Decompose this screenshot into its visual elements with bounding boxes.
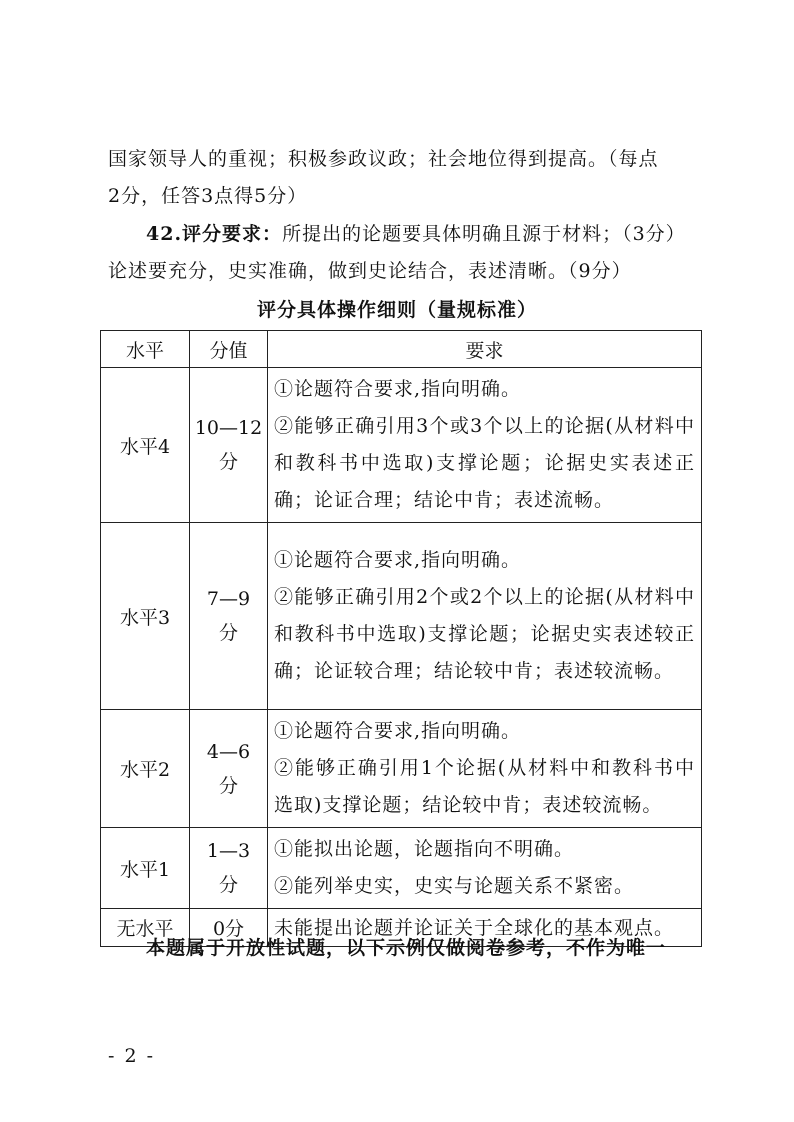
score-range: 4—6 [206, 740, 251, 763]
header-level: 水平 [101, 331, 190, 368]
table-row [101, 710, 702, 828]
requirement-item: ①论题符合要求,指向明确。 [274, 378, 522, 400]
score-unit: 分 [218, 874, 238, 896]
score-range: 1—3 [206, 840, 251, 862]
table-header-row [101, 331, 702, 368]
q42-requirement: 所提出的论题要具体明确且源于材料；（3分） [282, 223, 686, 245]
score-cell [190, 710, 268, 828]
requirement-item: ②能够正确引用2个或2个以上的论据(从材料中和教科书中选取)支撑论题；论据史实表述较正确；论证较合理；结论较中肯；表述较流畅。 [274, 586, 695, 682]
requirement-cell [268, 523, 702, 710]
score-range: 7—9 [206, 588, 251, 610]
score-range: 10—12 [194, 417, 263, 439]
header-requirement: 要求 [268, 331, 702, 368]
table-row [101, 828, 702, 909]
page-number: - 2 - [108, 1045, 156, 1067]
score-cell: 0分 [190, 909, 268, 947]
level-cell: 水平4 [101, 368, 190, 523]
table-row [101, 523, 702, 710]
requirement-item: ①论题符合要求,指向明确。 [274, 720, 522, 742]
closing-note: 本题属于开放性试题，以下示例仅做阅卷参考，不作为唯一 [146, 937, 667, 959]
scoring-table [100, 330, 702, 947]
table-title: 评分具体操作细则（量规标准） [256, 299, 537, 321]
level-cell: 水平2 [101, 710, 190, 828]
requirement-item: ②能够正确引用1个论据(从材料中和教科书中选取)支撑论题；结论较中肯；表述较流畅。 [274, 757, 695, 816]
score-cell [190, 828, 268, 909]
score-unit: 分 [218, 451, 238, 473]
requirement-item: ②能列举史实，史实与论题关系不紧密。 [274, 875, 635, 897]
q42-label: 42.评分要求： [146, 223, 283, 245]
score-cell [190, 368, 268, 523]
table-row [101, 368, 702, 523]
requirement-item: ①论题符合要求,指向明确。 [274, 549, 522, 571]
intro-line-2: 2分，任答3点得5分） [108, 185, 308, 207]
level-cell: 水平3 [101, 523, 190, 710]
level-cell: 无水平 [101, 909, 190, 947]
score-cell [190, 523, 268, 710]
requirement-cell [268, 368, 702, 523]
q42-line-1 [146, 218, 686, 250]
requirement-item: ②能够正确引用3个或3个以上的论据(从材料中和教科书中选取)支撑论题；论据史实表述正确；论证合理；结论中肯；表述流畅。 [274, 415, 695, 511]
score-unit: 分 [218, 774, 238, 797]
score-unit: 分 [218, 622, 238, 644]
requirement-cell [268, 710, 702, 828]
level-cell: 水平1 [101, 828, 190, 909]
requirement-item: ①能拟出论题，论题指向不明确。 [274, 838, 575, 860]
header-score: 分值 [190, 331, 268, 368]
requirement-item: 未能提出论题并论证关于全球化的基本观点。 [274, 916, 675, 939]
q42-line-2: 论述要充分，史实准确，做到史论结合，表述清晰。（9分） [108, 260, 632, 282]
requirement-cell [268, 828, 702, 909]
intro-line-1: 国家领导人的重视；积极参政议政；社会地位得到提高。（每点 [108, 148, 659, 170]
